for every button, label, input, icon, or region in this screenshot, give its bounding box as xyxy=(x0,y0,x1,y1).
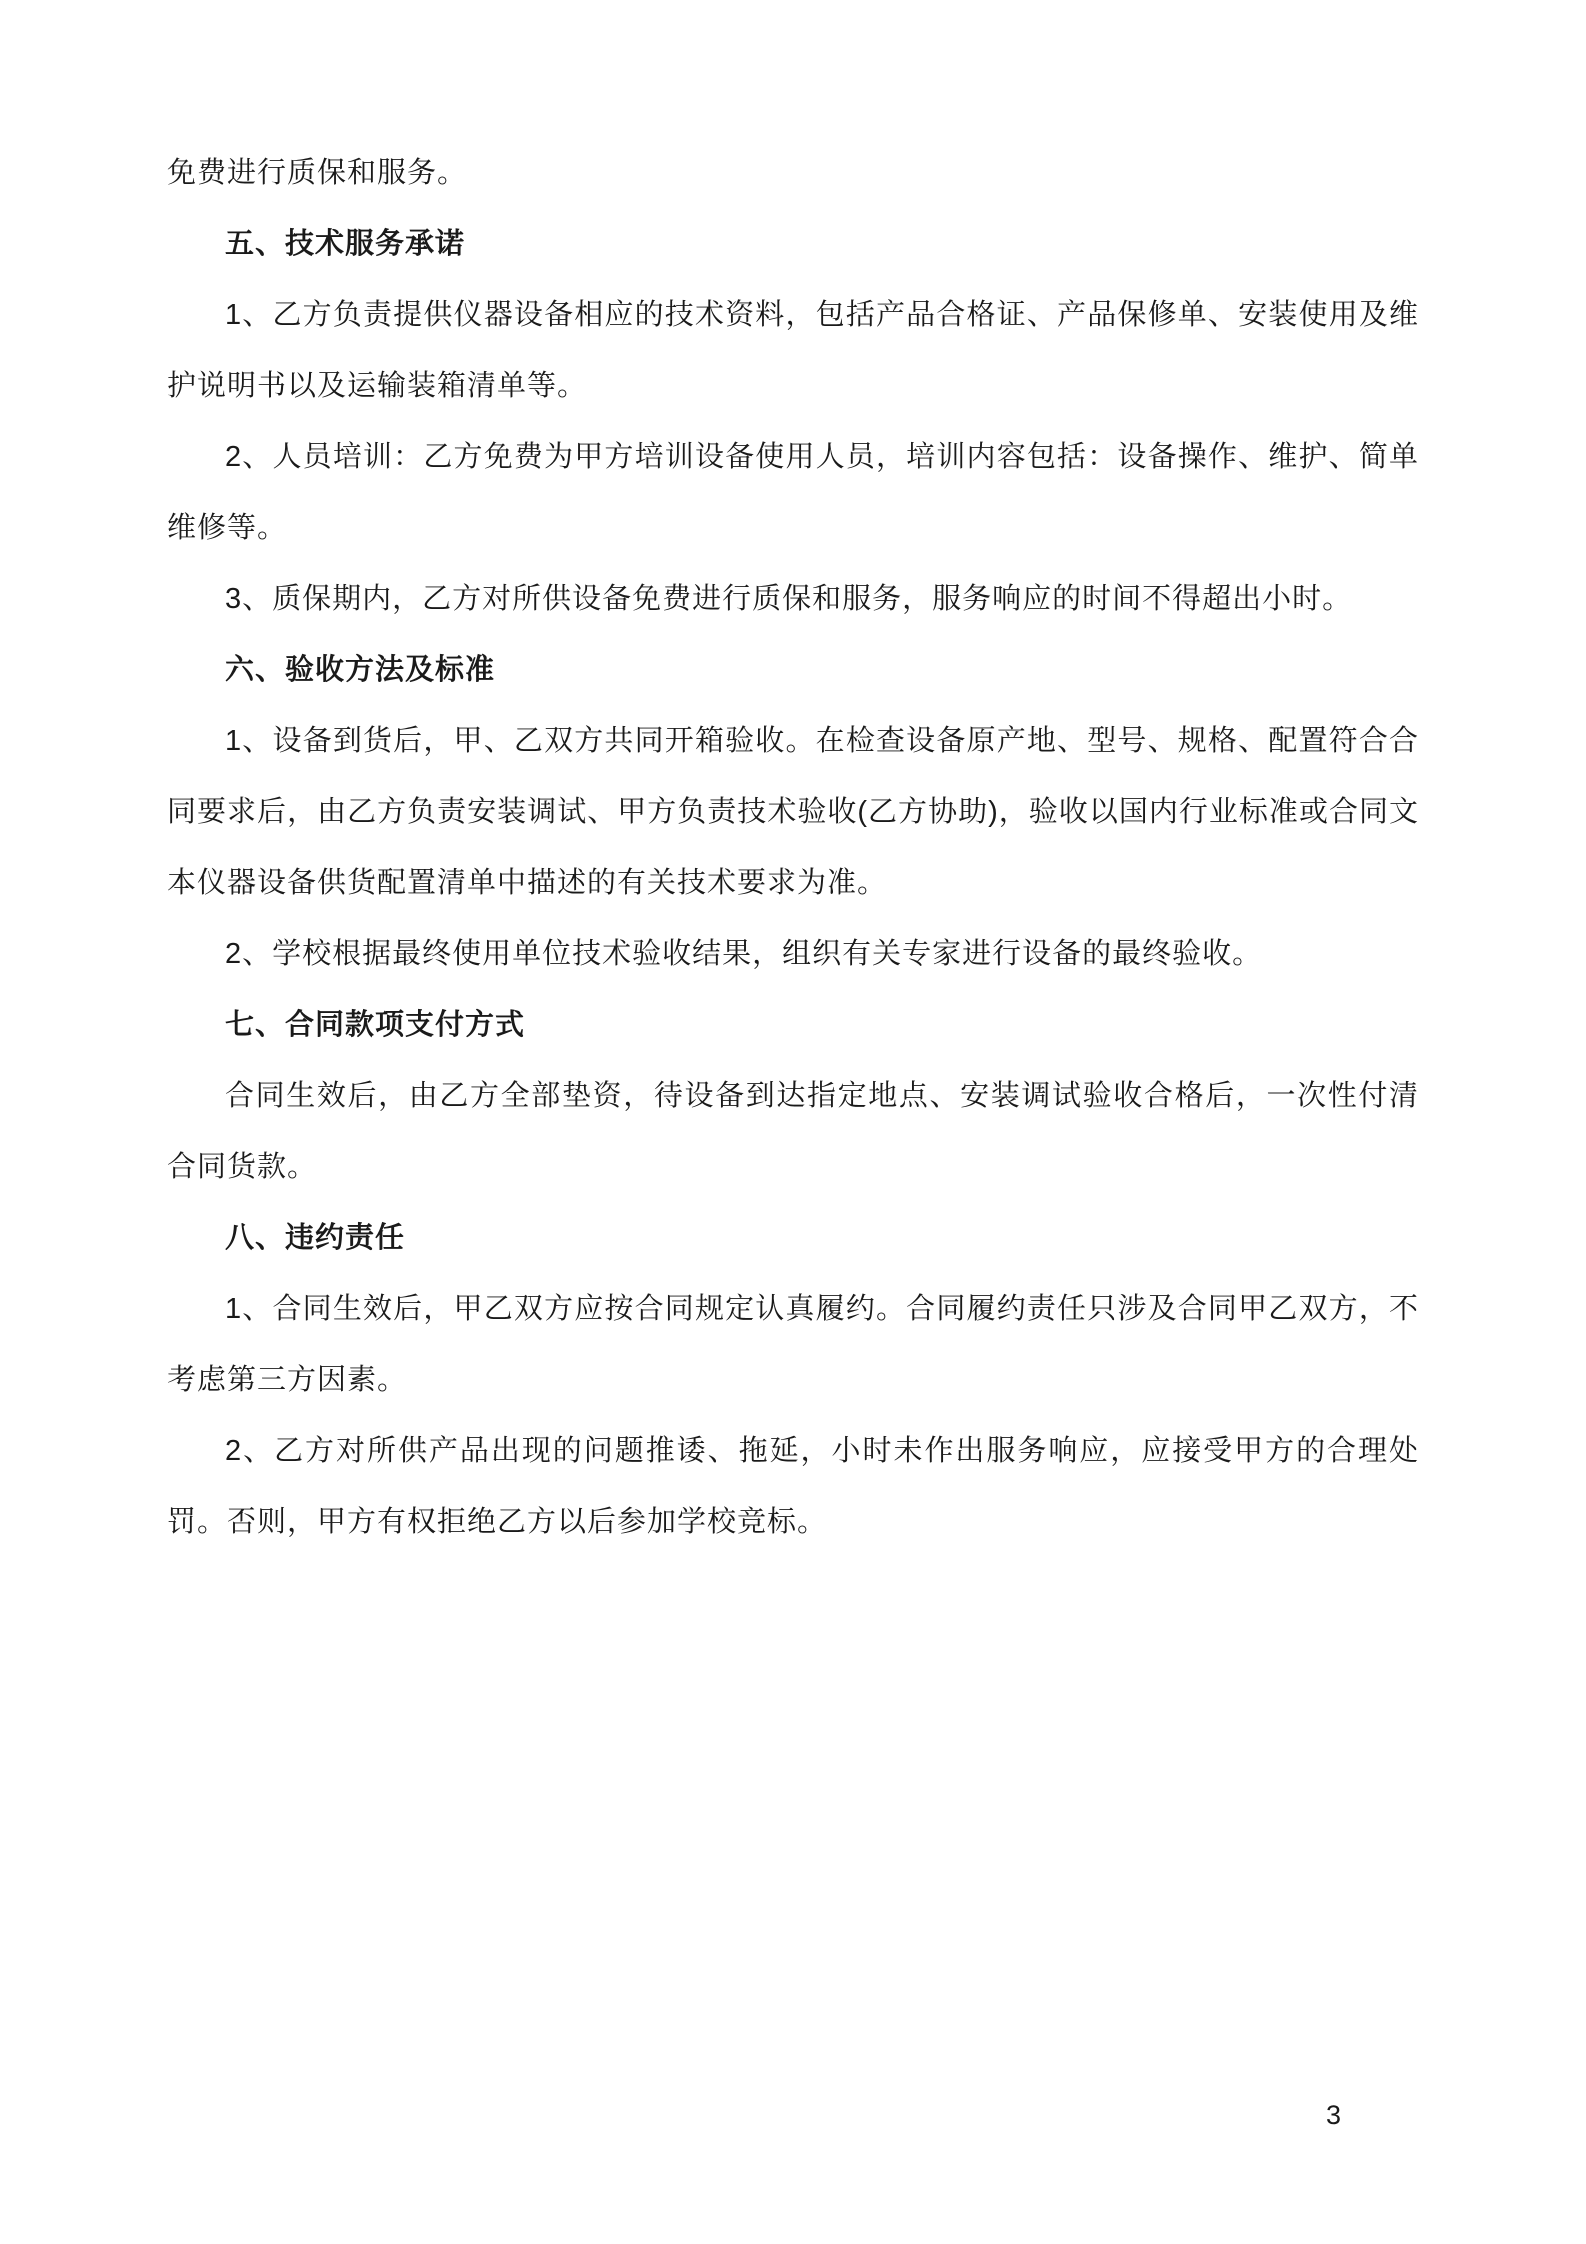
section-heading-7: 七、合同款项支付方式 xyxy=(225,1009,526,1041)
paragraph-continuation: 免费进行质保和服务。 xyxy=(167,157,468,189)
page-number: 3 xyxy=(1325,2100,1341,2130)
paragraph: 2、乙方对所供产品出现的问题推诿、拖延，小时未作出服务响应，应接受甲方的合理处罚。否则，甲方有权拒绝乙方以后参加学校竞标。 xyxy=(167,1435,1419,1538)
section-heading-6: 六、验收方法及标准 xyxy=(225,654,496,686)
document-content xyxy=(167,138,1419,1558)
section-heading-5: 五、技术服务承诺 xyxy=(225,228,466,260)
section-heading-8: 八、违约责任 xyxy=(225,1222,406,1254)
paragraph: 1、设备到货后，甲、乙双方共同开箱验收。在检查设备原产地、型号、规格、配置符合合同要求后，由乙方负责安装调试、甲方负责技术验收(乙方协助)，验收以国内行业标准或合同文本仪器设备供货配置清单中描述的有关技术要求为准。 xyxy=(167,725,1419,899)
paragraph: 合同生效后，由乙方全部垫资，待设备到达指定地点、安装调试验收合格后，一次性付清合同货款。 xyxy=(167,1080,1419,1183)
paragraph: 2、人员培训：乙方免费为甲方培训设备使用人员，培训内容包括：设备操作、维护、简单维修等。 xyxy=(167,441,1419,544)
paragraph: 1、乙方负责提供仪器设备相应的技术资料，包括产品合格证、产品保修单、安装使用及维护说明书以及运输装箱清单等。 xyxy=(167,299,1419,402)
paragraph: 2、学校根据最终使用单位技术验收结果，组织有关专家进行设备的最终验收。 xyxy=(225,938,1263,970)
paragraph: 3、质保期内，乙方对所供设备免费进行质保和服务，服务响应的时间不得超出小时。 xyxy=(225,583,1353,615)
paragraph: 1、合同生效后，甲乙双方应按合同规定认真履约。合同履约责任只涉及合同甲乙双方，不考虑第三方因素。 xyxy=(167,1293,1419,1396)
